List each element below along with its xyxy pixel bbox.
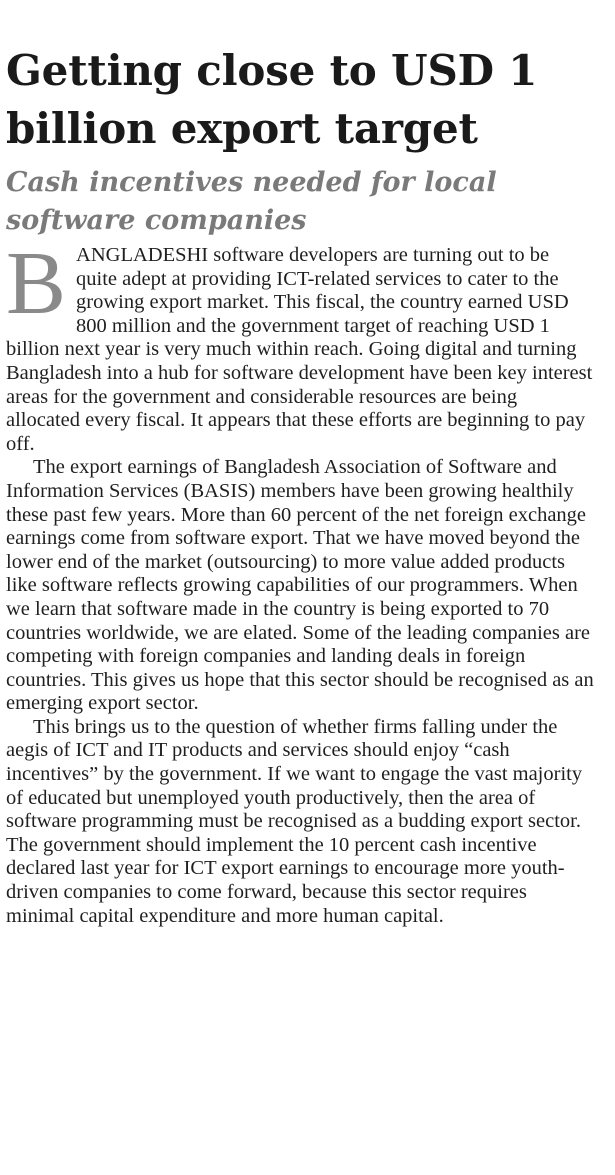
paragraph-1 (6, 234, 594, 456)
paragraph-3: This brings us to the question of whether firms falling under the aegis of ICT and IT products and services should enjoy “cash incentives” by the government. If we want to engage the vast majority of educated but unemployed youth productively, then the area of software programming must be recognised as a budding export sector. The government should implement the 10 percent cash incentive declared last year for ICT export earnings to encourage more youth-driven companies to come forward, because this sector requires minimal capital expenditure and more human capital. (6, 715, 583, 927)
article-body (6, 234, 594, 928)
subheadline: Cash incentives needed for local software companies (6, 167, 497, 236)
headline: Getting close to USD 1 billion export target (6, 46, 538, 153)
drop-cap: B (6, 234, 67, 333)
paragraph-1-text: ANGLADESHI software developers are turning out to be quite adept at providing ICT-related services to cater to the growing export market. This fiscal, the country earned USD 800 million and the government target of reaching USD 1 billion next year is very much within reach. Going digital and turning Bangladesh into a hub for software development have been key interest areas for the government and considerable resources are being allocated every fiscal. It appears that these efforts are beginning to pay off. (6, 244, 593, 455)
paragraph-2: The export earnings of Bangladesh Association of Software and Information Services (BASIS) members have been growing healthily these past few years. More than 60 percent of the net foreign exchange earnings come from software export. That we have moved beyond the lower end of the market (outsourcing) to more value added products like software reflects growing capabilities of our programmers. When we learn that software made in the country is being exported to 70 countries worldwide, we are elated. Some of the leading companies are competing with foreign companies and landing deals in foreign countries. This gives us hope that this sector should be recognised as an emerging export sector. (6, 456, 594, 715)
article (6, 0, 594, 928)
